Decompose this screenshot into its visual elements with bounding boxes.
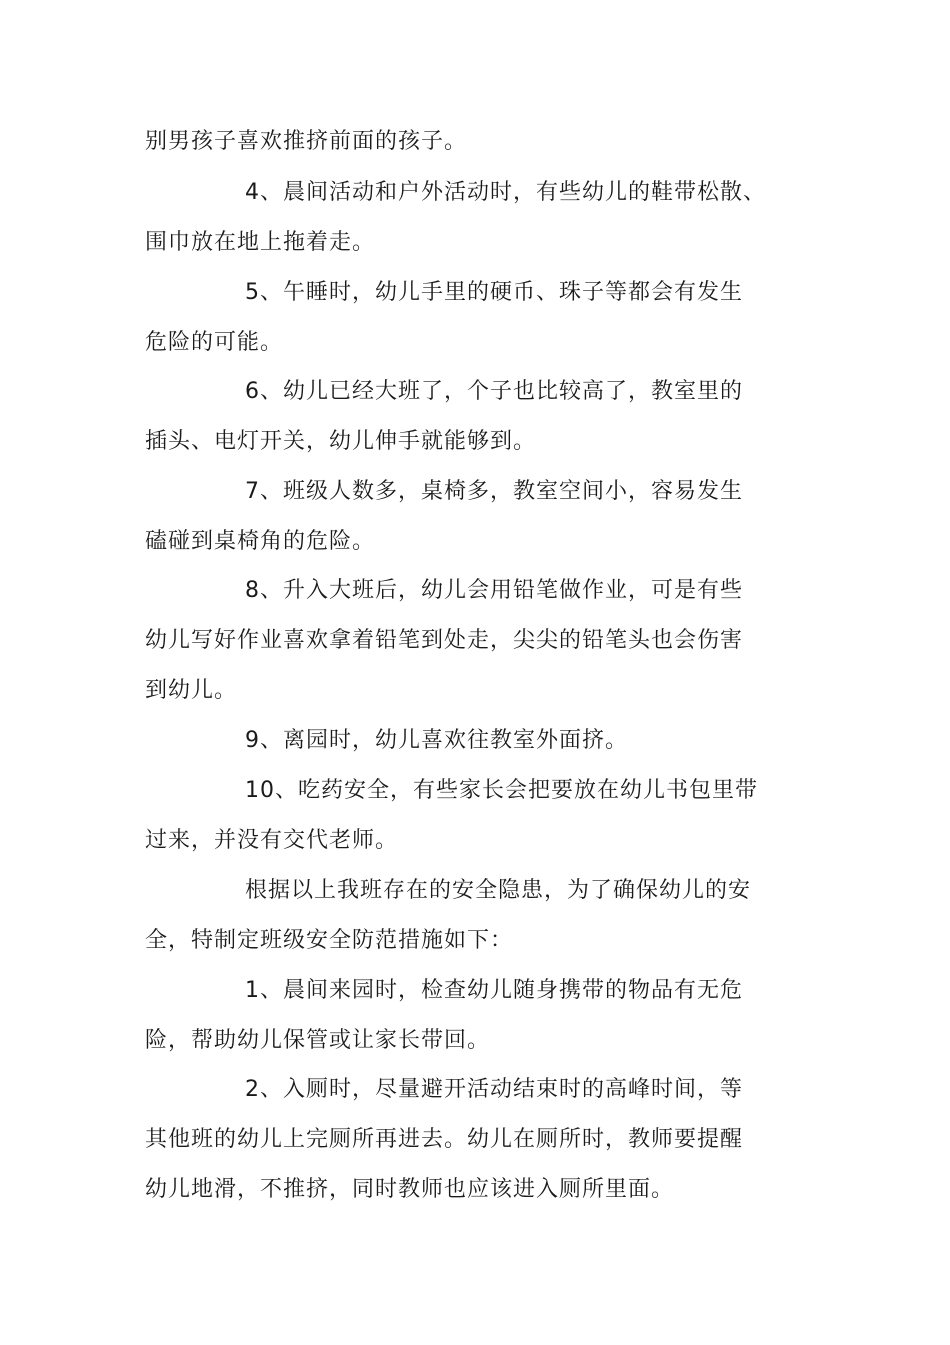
text-line: 幼儿写好作业喜欢拿着铅笔到处走，尖尖的铅笔头也会伤害 <box>145 628 744 653</box>
text-line: 幼儿地滑，不推挤，同时教师也应该进入厕所里面。 <box>145 1177 675 1202</box>
text-line: 6、幼儿已经大班了，个子也比较高了，教室里的 <box>245 379 743 404</box>
text-line: 到幼儿。 <box>145 678 238 703</box>
text-line: 险，帮助幼儿保管或让家长带回。 <box>145 1028 491 1053</box>
text-line: 全，特制定班级安全防范措施如下： <box>145 928 514 953</box>
text-line: 磕碰到桌椅角的危险。 <box>145 529 376 554</box>
text-line: 围巾放在地上拖着走。 <box>145 230 376 255</box>
text-line: 8、升入大班后，幼儿会用铅笔做作业，可是有些 <box>245 578 743 603</box>
text-line: 4、晨间活动和户外活动时，有些幼儿的鞋带松散、 <box>245 180 766 205</box>
text-line: 2、入厕时，尽量避开活动结束时的高峰时间，等 <box>245 1077 743 1102</box>
text-line: 5、午睡时，幼儿手里的硬币、珠子等都会有发生 <box>245 280 743 305</box>
text-line: 10、吃药安全，有些家长会把要放在幼儿书包里带 <box>245 778 758 803</box>
text-line: 根据以上我班存在的安全隐患，为了确保幼儿的安 <box>245 878 752 903</box>
text-line: 9、离园时，幼儿喜欢往教室外面挤。 <box>245 728 628 753</box>
text-line: 其他班的幼儿上完厕所再进去。幼儿在厕所时，教师要提醒 <box>145 1127 744 1152</box>
text-line: 过来，并没有交代老师。 <box>145 828 399 853</box>
text-line: 1、晨间来园时，检查幼儿随身携带的物品有无危 <box>245 978 743 1003</box>
text-line: 危险的可能。 <box>145 330 284 355</box>
text-line: 7、班级人数多，桌椅多，教室空间小，容易发生 <box>245 479 743 504</box>
text-line: 插头、电灯开关，幼儿伸手就能够到。 <box>145 429 537 454</box>
text-line: 别男孩子喜欢推挤前面的孩子。 <box>145 129 468 154</box>
